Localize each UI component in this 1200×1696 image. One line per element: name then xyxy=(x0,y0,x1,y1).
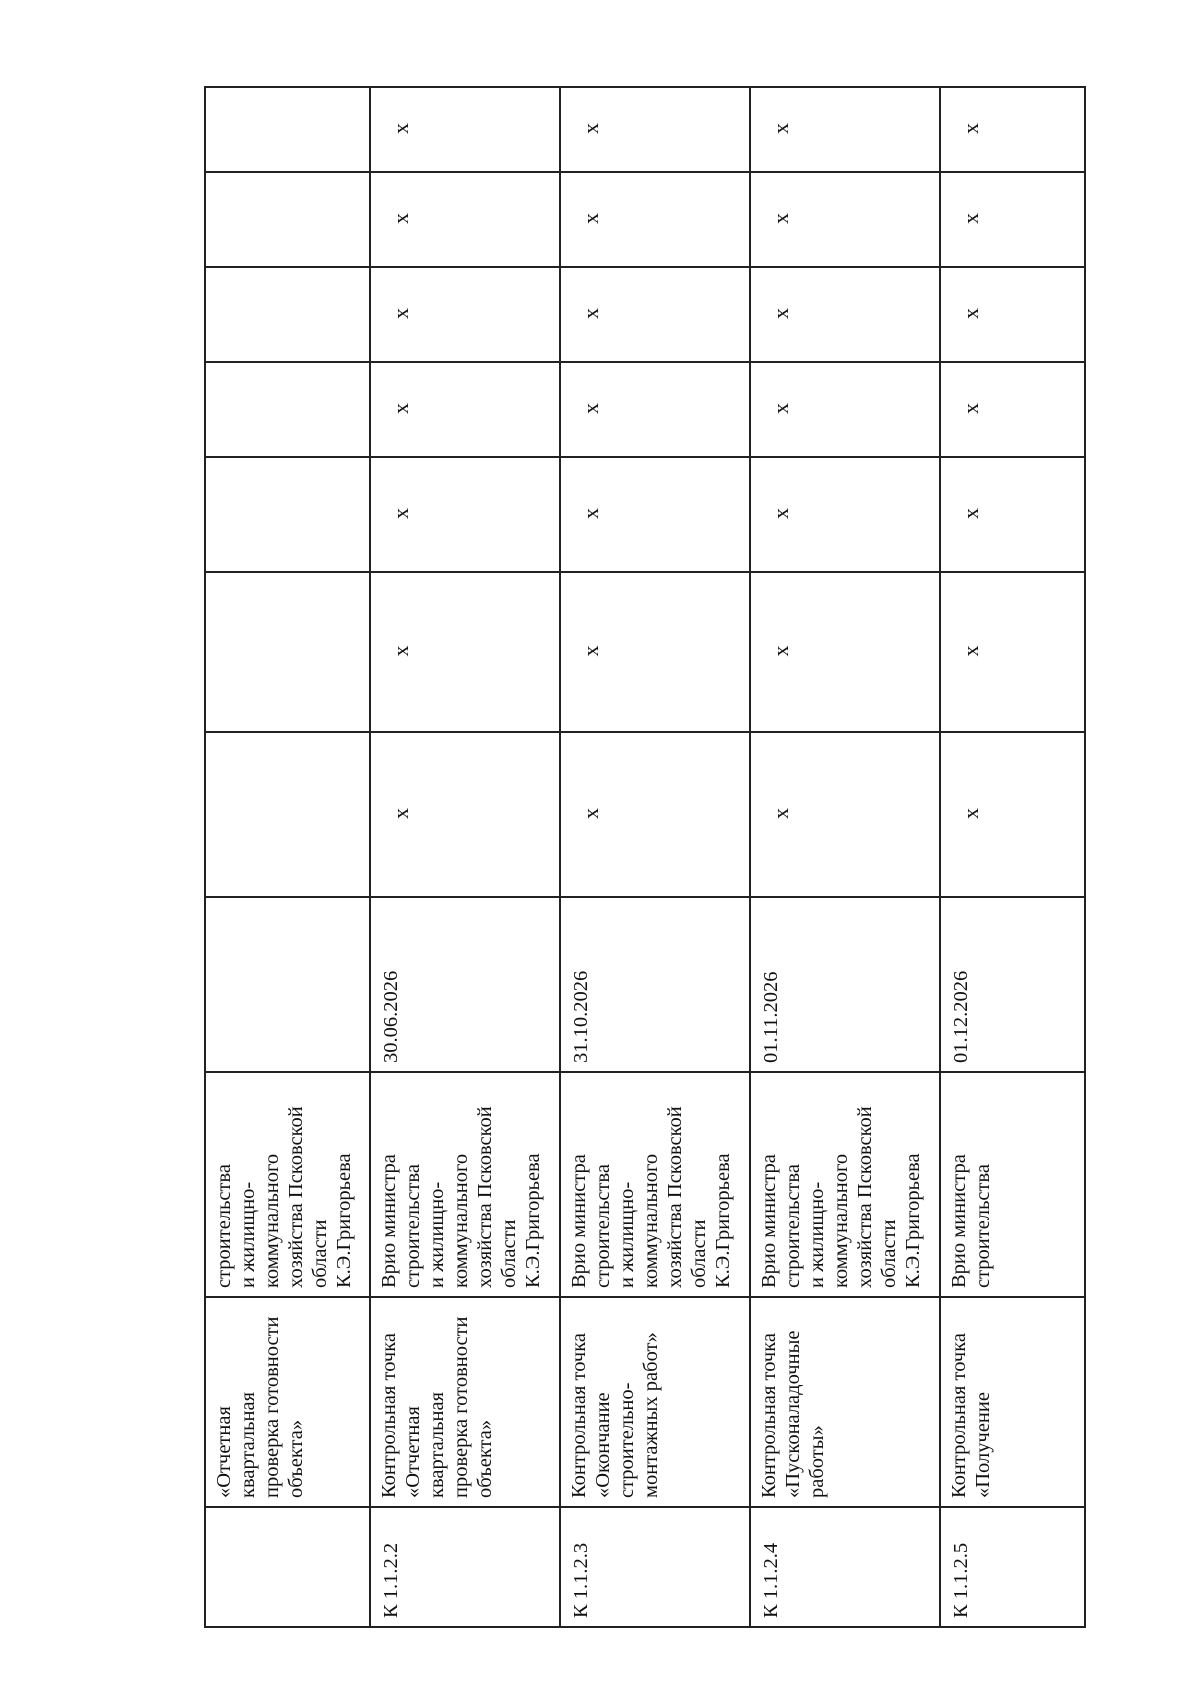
not-applicable-mark: x xyxy=(560,457,750,572)
responsible-line: хозяйства Псковской xyxy=(854,1106,876,1288)
responsible-line: хозяйства Псковской xyxy=(474,1106,496,1288)
responsible-line: строительства xyxy=(592,1164,614,1288)
name-line: Контрольная точка xyxy=(758,1333,780,1498)
not-applicable-mark: x xyxy=(750,362,940,457)
not-applicable-mark: x xyxy=(370,732,560,897)
control-point-code: К 1.1.2.5 xyxy=(940,1507,1085,1627)
name-line: «Отчетная xyxy=(402,1406,424,1498)
responsible-line: К.Э.Григорьева xyxy=(522,1153,544,1288)
responsible-line: коммунального xyxy=(830,1153,852,1288)
name-line: «Окончание xyxy=(592,1392,614,1498)
responsible-line: строительства xyxy=(972,1164,994,1288)
responsible-line: и жилищно- xyxy=(426,1181,448,1288)
not-applicable-mark: x xyxy=(750,87,940,172)
responsible-person xyxy=(560,1072,750,1297)
control-point-code: К 1.1.2.4 xyxy=(750,1507,940,1627)
responsible-person xyxy=(205,1072,370,1297)
responsible-line: области xyxy=(688,1219,710,1288)
name-line: «Получение xyxy=(972,1392,994,1498)
not-applicable-mark xyxy=(205,457,370,572)
control-point-name xyxy=(560,1297,750,1507)
not-applicable-mark: x xyxy=(560,87,750,172)
responsible-line: области xyxy=(309,1219,331,1288)
not-applicable-mark xyxy=(205,732,370,897)
not-applicable-mark: x xyxy=(750,572,940,732)
not-applicable-mark: x xyxy=(370,267,560,362)
not-applicable-mark: x xyxy=(370,457,560,572)
responsible-line: области xyxy=(498,1219,520,1288)
rotated-page xyxy=(204,108,1084,1628)
name-line: Контрольная точка xyxy=(948,1333,970,1498)
responsible-line: коммунального xyxy=(640,1153,662,1288)
not-applicable-mark xyxy=(205,87,370,172)
table-row xyxy=(560,87,750,1627)
not-applicable-mark: x xyxy=(370,362,560,457)
responsible-line: хозяйства Псковской xyxy=(285,1106,307,1288)
name-line: «Пусконаладочные xyxy=(782,1330,804,1498)
not-applicable-mark: x xyxy=(940,732,1085,897)
table-row xyxy=(750,87,940,1627)
name-line: работы» xyxy=(806,1425,828,1498)
responsible-line: области xyxy=(878,1219,900,1288)
control-point-code: К 1.1.2.3 xyxy=(560,1507,750,1627)
name-line: квартальная xyxy=(237,1391,259,1498)
responsible-line: Врио министра xyxy=(378,1154,400,1288)
responsible-line: Врио министра xyxy=(948,1154,970,1288)
name-line: строительно- xyxy=(616,1382,638,1498)
responsible-person xyxy=(940,1072,1085,1297)
responsible-person xyxy=(370,1072,560,1297)
not-applicable-mark: x xyxy=(560,732,750,897)
deadline-date: 30.06.2026 xyxy=(370,897,560,1072)
responsible-person xyxy=(750,1072,940,1297)
name-line: монтажных работ» xyxy=(640,1332,662,1498)
responsible-line: и жилищно- xyxy=(616,1181,638,1288)
responsible-line: К.Э.Григорьева xyxy=(712,1153,734,1288)
not-applicable-mark: x xyxy=(940,87,1085,172)
control-point-code xyxy=(205,1507,370,1627)
responsible-line: хозяйства Псковской xyxy=(664,1106,686,1288)
not-applicable-mark: x xyxy=(750,172,940,267)
name-line: проверка готовности xyxy=(261,1316,283,1498)
responsible-line: коммунального xyxy=(261,1153,283,1288)
name-line: «Отчетная xyxy=(213,1406,235,1498)
responsible-line: Врио министра xyxy=(758,1154,780,1288)
not-applicable-mark: x xyxy=(560,362,750,457)
not-applicable-mark xyxy=(205,572,370,732)
control-point-code: К 1.1.2.2 xyxy=(370,1507,560,1627)
control-point-name xyxy=(205,1297,370,1507)
not-applicable-mark xyxy=(205,172,370,267)
not-applicable-mark xyxy=(205,267,370,362)
name-line: объекта» xyxy=(474,1419,496,1498)
not-applicable-mark: x xyxy=(560,572,750,732)
deadline-date: 01.11.2026 xyxy=(750,897,940,1072)
responsible-line: К.Э.Григорьева xyxy=(902,1153,924,1288)
not-applicable-mark: x xyxy=(750,457,940,572)
not-applicable-mark xyxy=(205,362,370,457)
name-line: квартальная xyxy=(426,1391,448,1498)
control-point-name xyxy=(940,1297,1085,1507)
control-points-table xyxy=(204,86,1086,1628)
responsible-line: строительства xyxy=(213,1164,235,1288)
deadline-date: 01.12.2026 xyxy=(940,897,1085,1072)
deadline-date xyxy=(205,897,370,1072)
not-applicable-mark: x xyxy=(940,362,1085,457)
name-line: проверка готовности xyxy=(450,1316,472,1498)
table-row xyxy=(205,87,370,1627)
deadline-date: 31.10.2026 xyxy=(560,897,750,1072)
name-line: Контрольная точка xyxy=(568,1333,590,1498)
name-line: объекта» xyxy=(285,1419,307,1498)
not-applicable-mark: x xyxy=(940,457,1085,572)
not-applicable-mark: x xyxy=(940,267,1085,362)
not-applicable-mark: x xyxy=(560,267,750,362)
responsible-line: и жилищно- xyxy=(806,1181,828,1288)
not-applicable-mark: x xyxy=(940,572,1085,732)
not-applicable-mark: x xyxy=(370,172,560,267)
not-applicable-mark: x xyxy=(750,267,940,362)
not-applicable-mark: x xyxy=(370,87,560,172)
responsible-line: и жилищно- xyxy=(237,1181,259,1288)
not-applicable-mark: x xyxy=(560,172,750,267)
control-point-name xyxy=(370,1297,560,1507)
responsible-line: Врио министра xyxy=(568,1154,590,1288)
control-point-name xyxy=(750,1297,940,1507)
responsible-line: К.Э.Григорьева xyxy=(333,1153,355,1288)
responsible-line: строительства xyxy=(782,1164,804,1288)
not-applicable-mark: x xyxy=(750,732,940,897)
not-applicable-mark: x xyxy=(940,172,1085,267)
table-row xyxy=(940,87,1085,1627)
not-applicable-mark: x xyxy=(370,572,560,732)
responsible-line: коммунального xyxy=(450,1153,472,1288)
responsible-line: строительства xyxy=(402,1164,424,1288)
name-line: Контрольная точка xyxy=(378,1333,400,1498)
table-row xyxy=(370,87,560,1627)
